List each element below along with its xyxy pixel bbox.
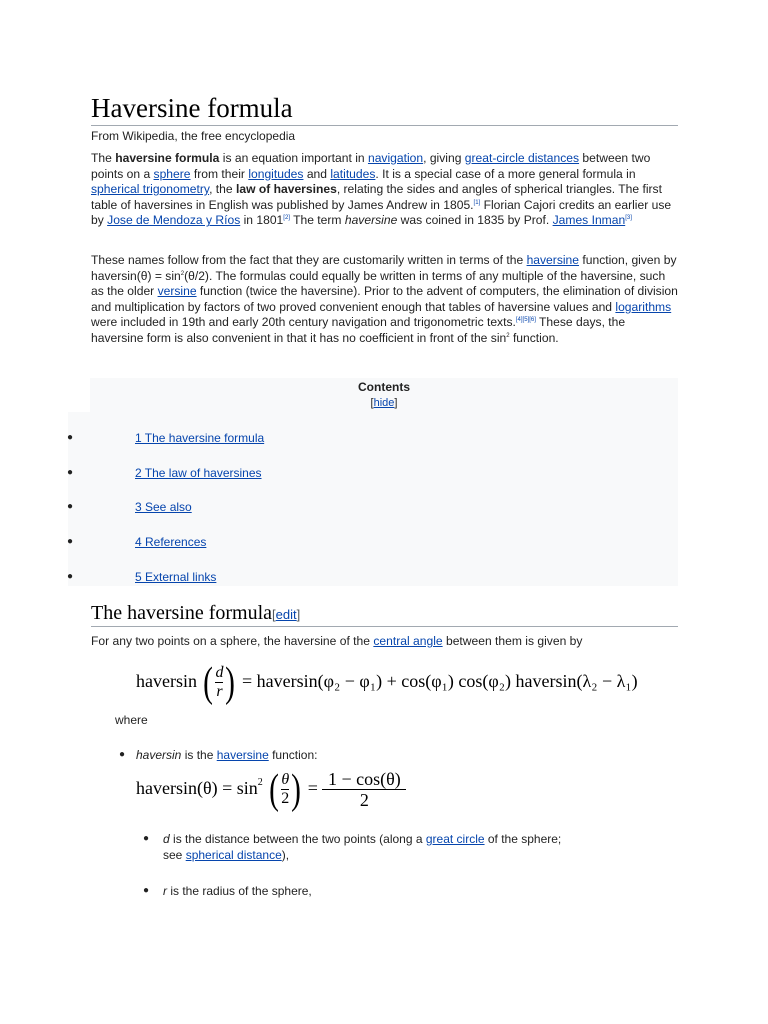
- names-paragraph: These names follow from the fact that they are customarily written in terms of the haversine function, given by haversin(θ) = $\sin^2(\theta/2)$. The formulas could equally be written in terms of any multiple of the haversine, such as the older versine function (twice the haversine). Prior to the advent of computers, the elimination of division and multiplication by factors of two proved convenient enough that tables of haversine values and logarithms were included in 19th and early 20th century navigation and trigonometric texts.[4][5][6] These days, the haversine form is also convenient in that it has no coefficient in front of the $\sin^2$ function.: [91, 253, 678, 345]
- link-haversine[interactable]: haversine: [526, 253, 580, 267]
- link-great-circle-distances[interactable]: great-circle distances: [464, 151, 580, 165]
- bold-term-haversine-formula: haversine formula: [115, 151, 220, 165]
- formula-haversine-main: haversin ( $\frac{d}{r}$ ) = haversin(φ₂ − φ₁) + cos(φ₁) cos(φ₂) haversin(λ₂ − λ₁): [136, 659, 638, 706]
- right-paren: ): [291, 766, 302, 813]
- list-bullet: ●: [143, 885, 150, 896]
- section-lead: For any two points on a sphere, the haversine of the central angle between them is given by: [91, 634, 583, 648]
- link-haversine-function[interactable]: haversine: [216, 748, 269, 762]
- toc-item-external-links[interactable]: 5 External links: [135, 570, 217, 584]
- table-of-contents: [90, 378, 678, 586]
- left-paren: (: [203, 659, 214, 706]
- toc-item-haversine-formula[interactable]: 1 The haversine formula: [135, 431, 265, 445]
- toc-bullet: ●: [67, 432, 74, 443]
- link-longitudes[interactable]: longitudes: [248, 166, 304, 181]
- citation-1[interactable]: [1]: [473, 199, 481, 206]
- link-versine[interactable]: versine: [157, 284, 197, 299]
- toc-hide-link[interactable]: hide: [373, 397, 395, 409]
- toc-bullet: ●: [67, 571, 74, 582]
- toc-bullet: ●: [67, 536, 74, 547]
- link-latitudes[interactable]: latitudes: [330, 166, 376, 181]
- list-bullet: ●: [119, 749, 126, 760]
- citation-3[interactable]: [3]: [625, 215, 632, 222]
- list-item-radius: r is the radius of the sphere,: [163, 884, 312, 898]
- site-tagline: From Wikipedia, the free encyclopedia: [91, 129, 296, 143]
- toc-item-see-also[interactable]: 3 See also: [135, 500, 192, 514]
- link-navigation[interactable]: navigation: [367, 151, 424, 165]
- where-label: where: [115, 713, 148, 727]
- section-edit-link[interactable]: edit: [275, 607, 297, 622]
- intro-paragraph: The haversine formula is an equation important in navigation, giving great-circle distances between two points on a sphere from their longitudes and latitudes. It is a special case of a more general formula in spherical trigonometry, the law of haversines, relating the sides and angles of spherical triangles. The first table of haversines in English was published by James Andrew in 1805.[1] Florian Cajori credits an earlier use by Jose de Mendoza y Ríos in 1801[2] The term haversine was coined in 1835 by Prof. James Inman[3]: [91, 151, 672, 228]
- link-james-inman[interactable]: James Inman: [552, 213, 626, 228]
- section-underline: [91, 626, 678, 627]
- list-bullet: ●: [143, 833, 150, 844]
- toc-bullet: ●: [67, 467, 74, 478]
- list-item-haversin: haversin is the haversine function:: [136, 748, 318, 762]
- citation-4-5-6[interactable]: [4][5][6]: [515, 317, 536, 324]
- link-jose-de-mendoza[interactable]: Jose de Mendoza y Ríos: [107, 213, 241, 228]
- list-item-distance: d is the distance between the two points (along a great circle of the sphere; see spherical distance),: [163, 832, 562, 862]
- toc-item-references[interactable]: 4 References: [135, 535, 207, 549]
- link-spherical-distance[interactable]: spherical distance: [185, 848, 282, 862]
- toc-title: Contents: [358, 380, 410, 394]
- bold-term-law-of-haversines: law of haversines: [235, 182, 337, 197]
- toc-hide-toggle: [hide]: [370, 397, 398, 409]
- link-logarithms[interactable]: logarithms: [615, 299, 672, 314]
- section-edit: [edit]: [272, 607, 301, 622]
- formula-haversin-definition: haversin(θ) = $\sin^2$ ( $\frac{\theta}{2}$ ) = $\frac{1 - \cos(\theta)}{2}$: [136, 762, 406, 814]
- left-paren: (: [269, 766, 280, 813]
- title-underline: [91, 125, 678, 126]
- section-heading-haversine-formula: The haversine formula[edit]: [91, 602, 301, 624]
- link-great-circle[interactable]: great circle: [425, 832, 485, 846]
- right-paren: ): [225, 659, 236, 706]
- toc-item-law-of-haversines[interactable]: 2 The law of haversines: [135, 466, 262, 480]
- page-title: Haversine formula: [91, 93, 293, 123]
- link-central-angle[interactable]: central angle: [373, 634, 443, 648]
- toc-bullet: ●: [67, 501, 74, 512]
- link-spherical-trigonometry[interactable]: spherical trigonometry: [91, 182, 210, 197]
- link-sphere[interactable]: sphere: [153, 166, 191, 181]
- citation-2[interactable]: [2]: [283, 215, 290, 222]
